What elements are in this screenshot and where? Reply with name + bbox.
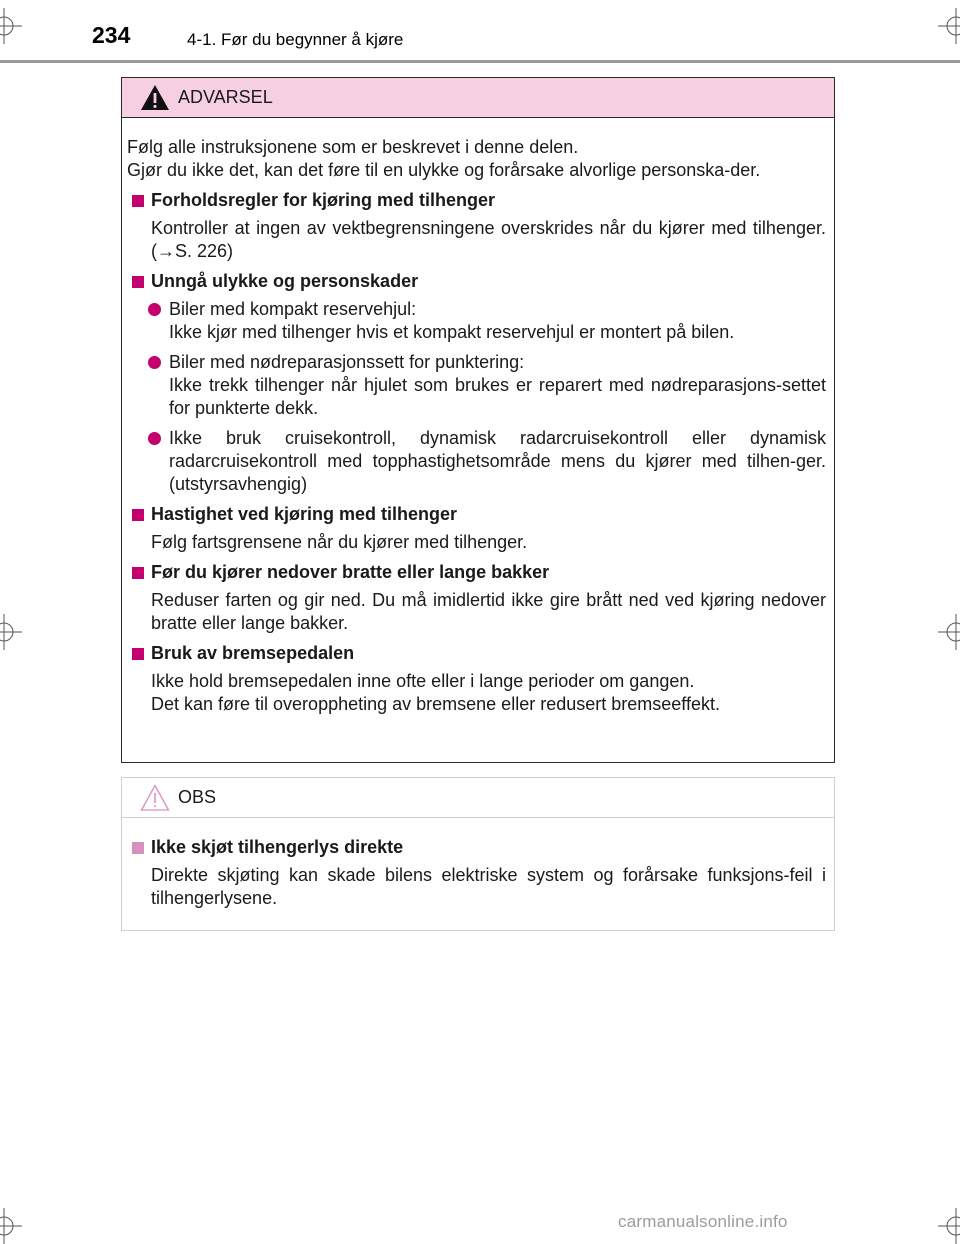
warning-intro-line-1: Følg alle instruksjonene som er beskrevet i denne delen.	[127, 137, 579, 157]
warning-box	[121, 77, 835, 763]
list-item-text: Ikke bruk cruisekontroll, dynamisk radarcruisekontroll eller dynamisk radarcruisekontroll med topphastighetsområde mens du kjører med tilhen-ger. (utstyrsavhengig)	[169, 428, 826, 494]
section-text: Kontroller at ingen av vektbegrensningene overskrides når du kjører med tilhenger. (→S. 226)	[151, 218, 826, 261]
list-item-text: Ikke trekk tilhenger når hjulet som brukes er reparert med nødreparasjons-settet for punkterte dekk.	[169, 375, 826, 418]
square-bullet-icon	[132, 509, 144, 521]
square-bullet-icon	[132, 567, 144, 579]
section-heading-text: Unngå ulykke og personskader	[151, 271, 419, 291]
notice-body	[122, 818, 834, 910]
round-bullet-icon	[148, 432, 161, 445]
section-heading-text: Bruk av bremsepedalen	[151, 643, 355, 663]
section-heading-text: Hastighet ved kjøring med tilhenger	[151, 504, 458, 524]
list-item-text: Ikke kjør med tilhenger hvis et kompakt reservehjul er montert på bilen.	[169, 322, 735, 342]
warning-body	[122, 118, 834, 716]
section-heading-text: Forholdsregler for kjøring med tilhenger	[151, 190, 496, 210]
crop-mark-mid-right-icon	[938, 614, 960, 650]
list-item	[127, 427, 826, 496]
warning-intro-line-2: Gjør du ikke det, kan det føre til en ulykke og forårsake alvorlige personska-der.	[127, 160, 761, 180]
section-heading	[127, 836, 826, 859]
crop-mark-top-right-icon	[938, 8, 960, 44]
list-item	[127, 298, 826, 344]
square-bullet-icon	[132, 648, 144, 660]
caution-triangle-icon	[140, 784, 170, 811]
warning-triangle-icon	[140, 84, 170, 111]
section-heading-text: Ikke skjøt tilhengerlys direkte	[151, 837, 404, 857]
section-text-line-2: Det kan føre til overoppheting av bremsene eller redusert bremseeffekt.	[151, 694, 720, 714]
square-bullet-icon	[132, 276, 144, 288]
section-heading	[127, 642, 826, 665]
section-heading	[127, 561, 826, 584]
crop-mark-bottom-left-icon	[0, 1208, 22, 1244]
notice-box	[121, 777, 835, 931]
section-text-line-1: Ikke hold bremsepedalen inne ofte eller i lange perioder om gangen.	[151, 671, 695, 691]
section-text: Reduser farten og gir ned. Du må imidlertid ikke gire brått ned ved kjøring nedover bratte eller lange bakker.	[151, 590, 826, 633]
section-text: Direkte skjøting kan skade bilens elektriske system og forårsake funksjons-feil i tilhengerlysene.	[151, 865, 826, 908]
watermark: carmanualsonline.info	[618, 1212, 788, 1231]
crop-mark-bottom-right-icon	[938, 1208, 960, 1244]
notice-label: OBS	[178, 787, 217, 807]
section-title: 4-1. Før du begynner å kjøre	[187, 30, 404, 49]
square-bullet-icon	[132, 195, 144, 207]
round-bullet-icon	[148, 356, 161, 369]
section-heading-text: Før du kjører nedover bratte eller lange bakker	[151, 562, 550, 582]
section-text: Følg fartsgrensene når du kjører med tilhenger.	[151, 532, 528, 552]
crop-mark-top-left-icon	[0, 8, 22, 44]
section-heading	[127, 503, 826, 526]
list-item-title: Biler med kompakt reservehjul:	[169, 299, 417, 319]
notice-header	[122, 778, 834, 818]
section-text	[127, 670, 826, 716]
list-item-title: Biler med nødreparasjonssett for punktering:	[169, 352, 525, 372]
square-bullet-icon	[132, 842, 144, 854]
crop-mark-mid-left-icon	[0, 614, 22, 650]
section-heading	[127, 270, 826, 293]
header-rule	[0, 60, 960, 63]
warning-header	[122, 78, 834, 118]
list-item	[127, 351, 826, 420]
warning-label: ADVARSEL	[178, 87, 273, 107]
page-number: 234	[92, 22, 131, 48]
warning-intro	[127, 136, 826, 182]
round-bullet-icon	[148, 303, 161, 316]
section-heading	[127, 189, 826, 212]
